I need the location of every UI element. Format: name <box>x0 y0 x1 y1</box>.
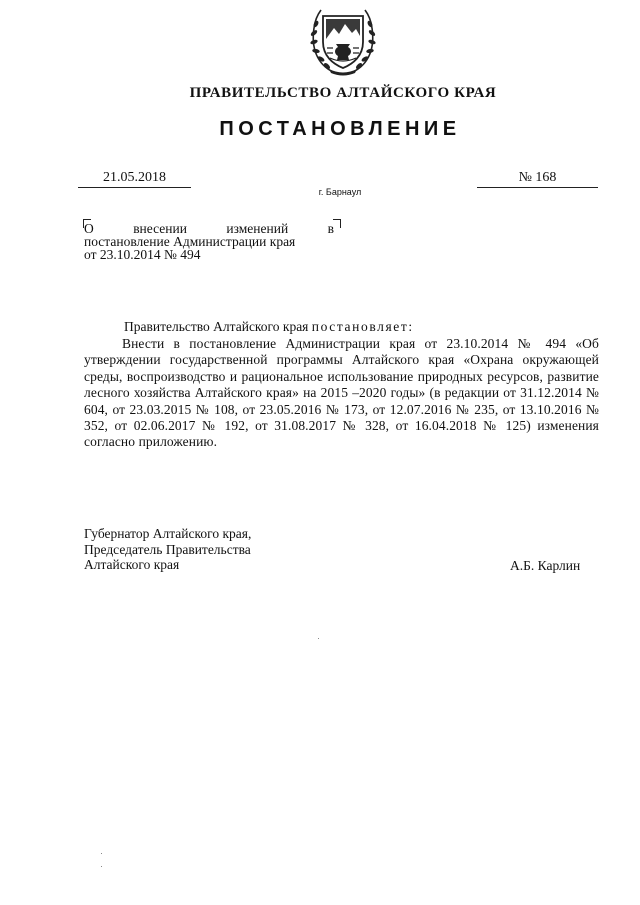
subject-line-3: от 23.10.2014 № 494 <box>84 247 201 262</box>
resolution-intro <box>124 319 414 335</box>
coat-of-arms-emblem <box>305 6 381 76</box>
scan-speck <box>101 866 102 867</box>
subject-word: изменений <box>226 221 289 236</box>
subject-word: внесении <box>133 221 187 236</box>
document-date: 21.05.2018 <box>78 170 191 188</box>
subject-word: О <box>84 221 94 236</box>
document-type-heading: ПОСТАНОВЛЕНИЕ <box>219 118 461 140</box>
issue-city: г. Барнаул <box>318 187 362 197</box>
intro-text: Правительство Алтайского края <box>124 319 312 334</box>
intro-verb: постановляет: <box>311 319 414 334</box>
subject-bracket-right <box>333 219 341 228</box>
signer-position-line: Алтайского края <box>84 557 180 572</box>
scan-speck <box>318 638 319 639</box>
signer-position-line: Губернатор Алтайского края, <box>84 526 252 541</box>
scan-speck <box>101 853 102 854</box>
resolution-body-paragraph: Внести в постановление Администрации края от 23.10.2014 № 494 «Об утверждении государственной программы Алтайского края «Охрана окружающей среды, воспроизводство и рациональное использование природных ресурсов, развитие лесного хозяйства Алтайского края» на 2015 –2020 годы» (в редакции от 31.12.2014 № 604, от 23.03.2015 № 108, от 23.05.2016 № 173, от 12.07.2016 № 235, от 13.10.2016 № 352, от 02.06.2017 № 192, от 31.08.2017 № 328, от 16.04.2018 № 125) изменения согласно приложению. <box>84 336 599 450</box>
document-subject <box>84 222 334 261</box>
signer-position <box>84 526 344 573</box>
signer-name: А.Б. Карлин <box>510 558 581 573</box>
document-number: № 168 <box>477 170 598 188</box>
subject-word: в <box>327 221 334 236</box>
subject-line-2: постановление Администрации края <box>84 234 296 249</box>
signer-position-line: Председатель Правительства <box>84 541 251 557</box>
government-title: ПРАВИТЕЛЬСТВО АЛТАЙСКОГО КРАЯ <box>189 85 497 101</box>
